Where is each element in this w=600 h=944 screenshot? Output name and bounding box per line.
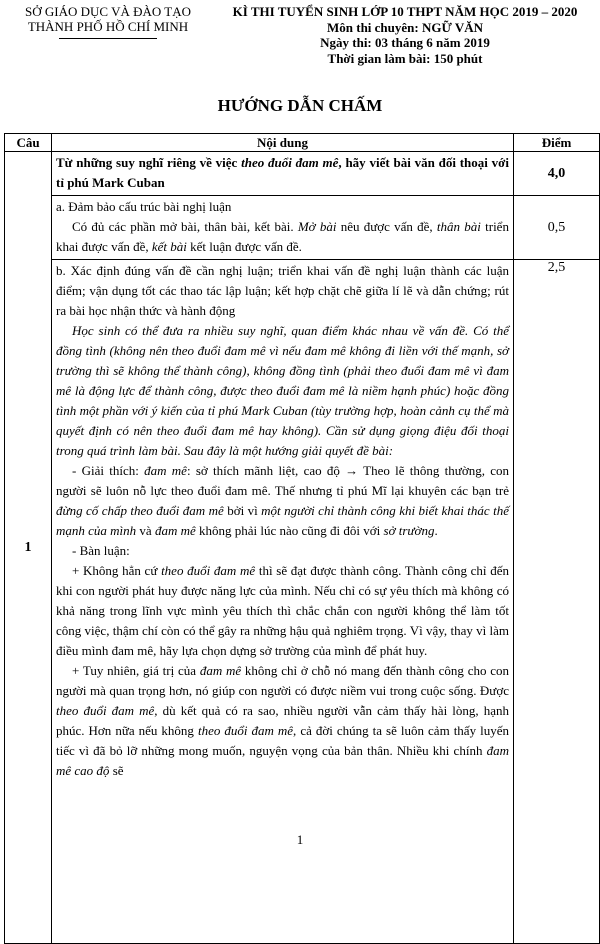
table-row [5, 196, 600, 260]
criterion-a [52, 196, 514, 260]
criterion-a-text: Có đủ các phần mở bài, thân bài, kết bài. Mở bài nêu được vấn đề, thân bài triển khai được vấn đề, kết bài kết luận được vấn đề. [56, 219, 509, 254]
exam-subject: Môn thi chuyên: NGỮ VĂN [326, 19, 483, 35]
table-header-row [5, 134, 600, 152]
exam-duration: Thời gian làm bài: 150 phút [327, 50, 483, 66]
criterion-b-title: b. Xác định đúng vấn đề cần nghị luận; triển khai vấn đề nghị luận thành các luận điểm; vận dụng tốt các thao tác lập luận; kết hợp chặt chẽ giữa lí lẽ và dẫn chứng; rút ra bài học nhận thức và hành động [56, 263, 509, 318]
department-header [8, 4, 208, 39]
discussion-heading: - Bàn luận: [72, 543, 130, 558]
grading-table [4, 133, 600, 944]
department-line-1: SỞ GIÁO DỤC VÀ ĐÀO TẠO [25, 4, 191, 19]
criterion-b-guidance: Học sinh có thể đưa ra nhiều suy nghĩ, quan điểm khác nhau về vấn đề. Có thể đồng tình (không nên theo đuổi đam mê vì nếu đam mê không đi liền với thế mạnh, sở trường thì sẽ không thể thành công), không đồng tình (phải theo đuổi đam mê vì đam mê là động lực để thành công, được theo đuổi đam mê là niềm hạnh phúc) hoặc đồng tình một phần với ý kiến của tỉ phú Mark Cuban (tùy trường hợp, hoàn cảnh cụ thể mà quyết định có nên theo đuổi đam mê hay không). Cần sử dụng giọng điệu đối thoại trong quá trình làm bài. Sau đây là một hướng giải quyết đề bài: [56, 323, 509, 458]
exam-header [218, 4, 592, 66]
explanation-paragraph: - Giải thích: đam mê: sở thích mãnh liệt, cao độ → Theo lẽ thông thường, con người sẽ luôn nỗ lực theo đuổi đam mê. Thế nhưng tỉ phú Mĩ lại khuyên các bạn trẻ đừng cố chấp theo đuổi đam mê bởi vì một người chỉ thành công khi biết khai thác thế mạnh của mình và đam mê không phải lúc nào cũng đi đôi với sở trường. [56, 463, 510, 538]
discussion-point-2: + Tuy nhiên, giá trị của đam mê không chỉ ở chỗ nó mang đến thành công cho con người mà quan trọng hơn, nó giúp con người có được niềm vui trong cuộc sống. Được theo đuổi đam mê, dù kết quả có ra sao, nhiều người vẫn cảm thấy hài lòng, hạnh phúc. Hơn nữa nếu không theo đuổi đam mê, cả đời chúng ta sẽ luôn cảm thấy luyến tiếc vì đã bỏ lỡ những mong muốn, nguyện vọng của bản thân. Nhiều khi chính đam mê cao độ sẽ [56, 663, 510, 778]
table-row [5, 152, 600, 196]
exam-date: Ngày thi: 03 tháng 6 năm 2019 [320, 35, 490, 50]
question-prompt: Từ những suy nghĩ riêng về việc theo đuổi đam mê, hãy viết bài văn đối thoại với tỉ phú Mark Cuban [52, 152, 514, 196]
column-header-score: Điểm [514, 134, 600, 152]
prompt-score: 4,0 [514, 152, 600, 196]
discussion-point-1: + Không hẳn cứ theo đuổi đam mê thì sẽ đạt được thành công. Thành công chỉ đến khi con người phát huy được năng lực của mình. Nếu chỉ có sự yêu thích mà không có khả năng trong lĩnh vực mình yêu thích thì chắc chắn con người không thể làm tốt công việc, thậm chí còn có thể gây ra những hậu quả nghiêm trọng. Vì vậy, thay vì làm điều mình đam mê, hãy lựa chọn dựng sở trường của mình để phát huy. [56, 563, 509, 658]
page-title: HƯỚNG DẪN CHẤM [217, 96, 383, 115]
column-header-question: Câu [5, 134, 52, 152]
header-divider [59, 38, 157, 39]
question-number: 1 [5, 152, 52, 944]
column-header-content: Nội dung [52, 134, 514, 152]
criterion-a-title: a. Đảm bảo cấu trúc bài nghị luận [56, 199, 232, 214]
page-number: 1 [296, 832, 304, 847]
exam-title: KÌ THI TUYỂN SINH LỚP 10 THPT NĂM HỌC 2019 – 2020 [232, 4, 578, 19]
criterion-a-score: 0,5 [514, 196, 600, 260]
department-line-2: THÀNH PHỐ HỒ CHÍ MINH [27, 19, 189, 34]
criterion-b-score: 2,5 [514, 260, 600, 944]
